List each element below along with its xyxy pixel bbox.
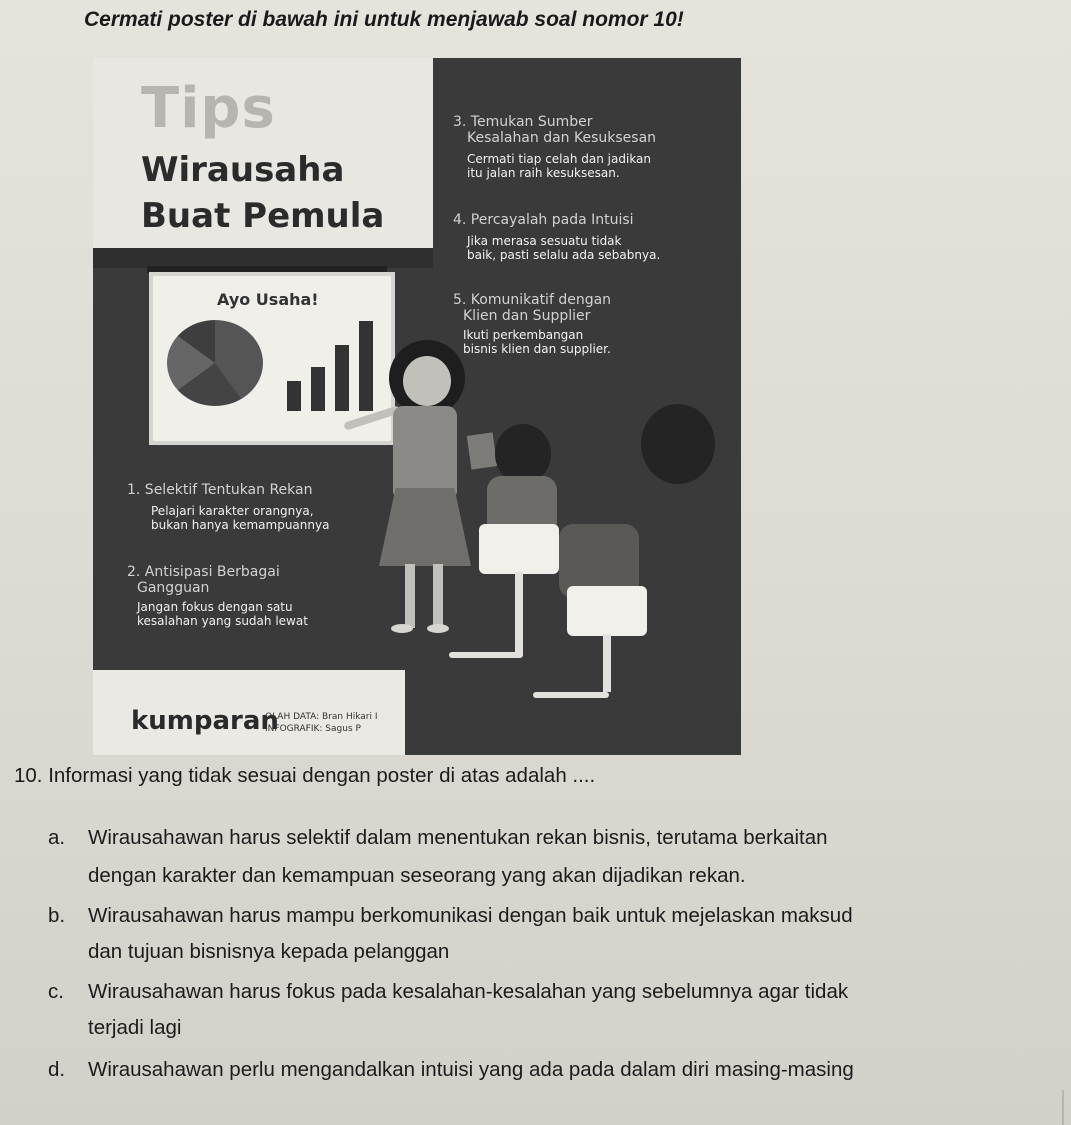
bar-chart-icon (359, 321, 373, 411)
tip-heading: Klien dan Supplier (463, 308, 591, 324)
bar-chart-icon (335, 345, 349, 411)
tip-heading: Kesalahan dan Kesuksesan (467, 130, 657, 146)
question-stem: 10. Informasi yang tidak sesuai dengan poster di atas adalah .... (14, 764, 596, 787)
credit-infografik: INFOGRAFIK: Sagus P (265, 724, 361, 734)
tip-heading: Gangguan (137, 580, 210, 596)
tip-body: Cermati tiap celah dan jadikan (467, 152, 652, 166)
poster-title-line1: Wirausaha (141, 150, 345, 190)
tip-body: Jangan fokus dengan satu (137, 600, 293, 614)
tip-body: bisnis klien dan supplier. (463, 342, 611, 356)
tip-body: bukan hanya kemampuannya (151, 518, 330, 532)
option-d-letter: d. (48, 1058, 66, 1081)
presenter-face (403, 356, 451, 406)
tip-heading: 2. Antisipasi Berbagai (127, 564, 280, 580)
poster-footer (93, 670, 405, 755)
paper-edge (1062, 1090, 1064, 1125)
tip-5 (453, 292, 611, 356)
presenter-shoe (391, 624, 413, 633)
tip-body: Jika merasa sesuatu tidak (467, 234, 622, 248)
presenter-leg (433, 564, 443, 628)
tip-body: baik, pasti selalu ada sebabnya. (467, 248, 661, 262)
poster-tips-heading: Tips (141, 76, 276, 141)
option-c-letter: c. (48, 980, 64, 1003)
option-c-line2: terjadi lagi (88, 1016, 182, 1039)
option-d-line1: Wirausahawan perlu mengandalkan intuisi yang ada pada dalam diri masing-masing (88, 1058, 854, 1081)
tip-heading: 5. Komunikatif dengan (453, 292, 612, 308)
tip-2 (127, 564, 308, 628)
tip-3 (453, 114, 656, 180)
option-a-letter: a. (48, 826, 66, 849)
tip-1 (127, 482, 329, 532)
presenter-skirt (379, 488, 471, 566)
tip-body: Ikuti perkembangan (463, 328, 584, 342)
tip-heading: 4. Percayalah pada Intuisi (453, 212, 634, 228)
presenter-body (393, 406, 457, 496)
credit-data: OLAH DATA: Bran Hikari I (265, 712, 378, 722)
option-c-line1: Wirausahawan harus fokus pada kesalahan-kesalahan yang sebelumnya agar tidak (88, 980, 849, 1003)
kumparan-logo: kumparan (131, 706, 279, 736)
bar-chart-icon (311, 367, 325, 411)
chair-base (449, 652, 523, 658)
tip-heading: 3. Temukan Sumber (453, 114, 593, 130)
option-b-letter: b. (48, 904, 66, 927)
chair-seat (567, 586, 647, 636)
option-a-line1: Wirausahawan harus selektif dalam menentukan rekan bisnis, terutama berkaitan (88, 826, 828, 849)
tip-body: itu jalan raih kesuksesan. (467, 166, 620, 180)
chair-pedestal (603, 634, 611, 692)
board-title: Ayo Usaha! (217, 290, 319, 309)
chair-seat (479, 524, 559, 574)
poster-title-line2: Buat Pemula (141, 196, 385, 236)
audience-head (641, 404, 715, 484)
option-a-line2: dengan karakter dan kemampuan seseorang yang akan dijadikan rekan. (88, 864, 746, 887)
bar-chart-icon (287, 381, 301, 411)
chair-base (533, 692, 609, 698)
audience-head (495, 424, 551, 484)
option-b-line1: Wirausahawan harus mampu berkomunikasi dengan baik untuk mejelaskan maksud (88, 904, 853, 927)
presenter-shoe (427, 624, 449, 633)
option-b-line2: dan tujuan bisnisnya kepada pelanggan (88, 940, 450, 963)
tip-heading: 1. Selektif Tentukan Rekan (127, 482, 313, 498)
presenter-leg (405, 564, 415, 628)
poster-title-divider (93, 248, 433, 268)
instruction-text: Cermati poster di bawah ini untuk menjawab soal nomor 10! (84, 8, 684, 31)
tip-4 (453, 212, 660, 262)
tablet-icon (467, 432, 497, 469)
chair-pedestal (515, 572, 523, 656)
tip-body: Pelajari karakter orangnya, (151, 504, 314, 518)
poster (93, 58, 741, 755)
pie-chart-icon (167, 320, 263, 406)
tip-body: kesalahan yang sudah lewat (137, 614, 308, 628)
